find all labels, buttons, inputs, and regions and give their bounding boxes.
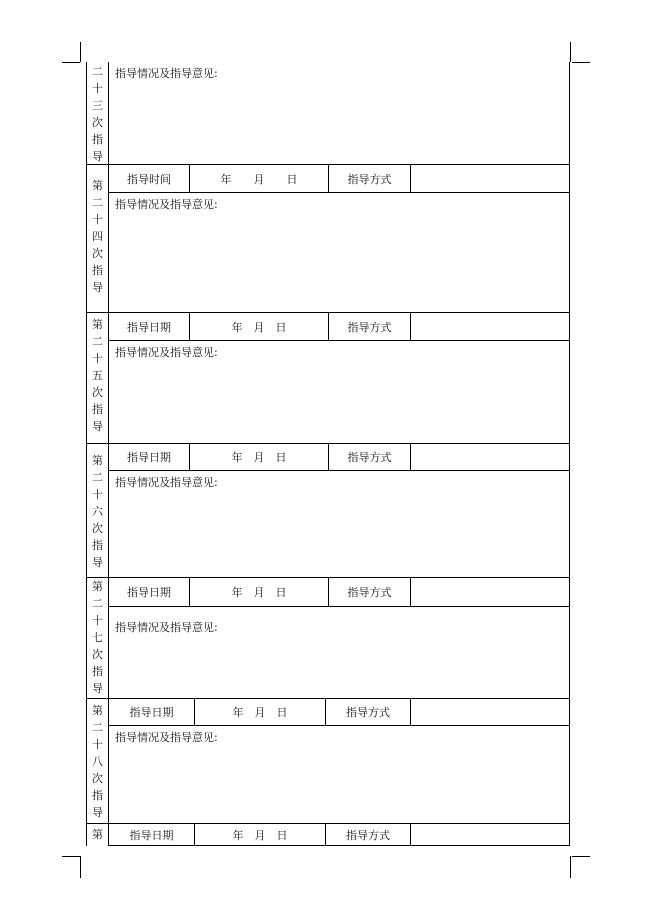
- label-char: 第: [92, 704, 103, 717]
- guidance-block-26: [87, 444, 569, 577]
- label-column-border: [87, 444, 109, 577]
- label-char: 七: [92, 631, 103, 644]
- crop-mark-top-right-h: [572, 62, 590, 63]
- label-char: 第: [92, 828, 103, 841]
- crop-mark-top-left-h: [62, 62, 80, 63]
- crop-mark-top-left-v: [80, 42, 81, 62]
- date-value-field[interactable]: 年 月 日: [190, 444, 329, 470]
- date-label: 指导日期: [109, 578, 190, 606]
- label-char: 指: [92, 665, 103, 678]
- label-char: 第: [92, 179, 103, 192]
- label-char: 二: [92, 597, 103, 610]
- label-char: 指: [92, 403, 103, 416]
- opinion-field[interactable]: [109, 726, 569, 823]
- date-method-row: [109, 313, 569, 341]
- label-char: 十: [92, 488, 103, 501]
- opinion-field[interactable]: [109, 62, 569, 164]
- label-char: 导: [92, 150, 103, 163]
- opinion-field[interactable]: [109, 471, 569, 577]
- opinion-label: 指导情况及指导意见:: [115, 731, 218, 744]
- guidance-block-28: [87, 699, 569, 823]
- date-method-row: [109, 824, 569, 846]
- date-value-field[interactable]: 年 月 日: [195, 824, 326, 845]
- date-label: 指导日期: [109, 313, 190, 340]
- date-method-row: [109, 165, 569, 193]
- label-column-border: [87, 699, 109, 823]
- label-char: 第: [92, 580, 103, 593]
- label-char: 指: [92, 539, 103, 552]
- label-char: 次: [92, 648, 103, 661]
- guidance-block-23: [87, 62, 569, 164]
- date-label: 指导日期: [109, 444, 190, 470]
- guidance-block-25: [87, 313, 569, 443]
- date-value-field[interactable]: 年 月 日: [190, 578, 329, 606]
- label-char: 十: [92, 82, 103, 95]
- label-char: 次: [92, 386, 103, 399]
- opinion-field[interactable]: [109, 193, 569, 312]
- label-char: 十: [92, 213, 103, 226]
- method-value-field[interactable]: [411, 444, 569, 470]
- date-method-row: [109, 444, 569, 471]
- method-label: 指导方式: [326, 824, 411, 845]
- label-char: 二: [92, 196, 103, 209]
- label-char: 六: [92, 505, 103, 518]
- label-char: 十: [92, 352, 103, 365]
- method-value-field[interactable]: [411, 824, 569, 845]
- method-value-field[interactable]: [411, 699, 569, 725]
- opinion-field[interactable]: [109, 341, 569, 443]
- opinion-label: 指导情况及指导意见:: [115, 476, 218, 489]
- opinion-label: 指导情况及指导意见:: [115, 346, 218, 359]
- label-char: 指: [92, 133, 103, 146]
- label-char: 导: [92, 556, 103, 569]
- label-char: 导: [92, 281, 103, 294]
- label-char: 二: [92, 335, 103, 348]
- label-char: 指: [92, 264, 103, 277]
- label-char: 三: [92, 99, 103, 112]
- label-char: 次: [92, 772, 103, 785]
- block-label: [87, 578, 109, 698]
- date-value-field[interactable]: 年 月 日: [190, 313, 329, 340]
- label-char: 指: [92, 789, 103, 802]
- label-char: 次: [92, 247, 103, 260]
- method-value-field[interactable]: [411, 578, 569, 606]
- guidance-block-27: [87, 578, 569, 698]
- date-value-field[interactable]: 年 月 日: [190, 165, 329, 192]
- label-char: 五: [92, 369, 103, 382]
- label-char: 次: [92, 522, 103, 535]
- date-method-row: [109, 699, 569, 726]
- date-label: 指导日期: [109, 699, 195, 725]
- guidance-record-form: [86, 62, 570, 846]
- crop-mark-bottom-right-h: [572, 856, 590, 857]
- label-char: 四: [92, 230, 103, 243]
- method-label: 指导方式: [329, 165, 411, 192]
- crop-mark-bottom-left-h: [62, 856, 80, 857]
- opinion-label: 指导情况及指导意见:: [115, 621, 218, 634]
- date-method-row: [109, 578, 569, 607]
- label-char: 二: [92, 65, 103, 78]
- crop-mark-top-right-v: [570, 42, 571, 62]
- block-label: [87, 62, 109, 164]
- guidance-block-29: [87, 824, 569, 846]
- label-char: 导: [92, 806, 103, 819]
- label-char: 导: [92, 682, 103, 695]
- label-char: 第: [92, 318, 103, 331]
- label-column-border: [87, 313, 109, 443]
- date-value-field[interactable]: 年 月 日: [195, 699, 326, 725]
- label-char: 第: [92, 454, 103, 467]
- method-label: 指导方式: [326, 699, 411, 725]
- method-value-field[interactable]: [411, 313, 569, 340]
- label-char: 十: [92, 614, 103, 627]
- guidance-block-24: [87, 165, 569, 312]
- label-char: 次: [92, 116, 103, 129]
- crop-mark-bottom-left-v: [80, 856, 81, 878]
- label-char: 八: [92, 755, 103, 768]
- method-label: 指导方式: [329, 313, 411, 340]
- method-label: 指导方式: [329, 578, 411, 606]
- label-char: 二: [92, 721, 103, 734]
- date-label: 指导日期: [109, 824, 195, 845]
- label-char: 二: [92, 471, 103, 484]
- method-label: 指导方式: [329, 444, 411, 470]
- label-char: 导: [92, 420, 103, 433]
- method-value-field[interactable]: [411, 165, 569, 192]
- block-label: [87, 824, 109, 846]
- opinion-label: 指导情况及指导意见:: [115, 198, 218, 211]
- opinion-label: 指导情况及指导意见:: [115, 67, 218, 80]
- crop-mark-bottom-right-v: [570, 856, 571, 878]
- date-label: 指导时间: [109, 165, 190, 192]
- label-char: 十: [92, 738, 103, 751]
- opinion-field[interactable]: [109, 607, 569, 698]
- label-column-border: [87, 165, 109, 312]
